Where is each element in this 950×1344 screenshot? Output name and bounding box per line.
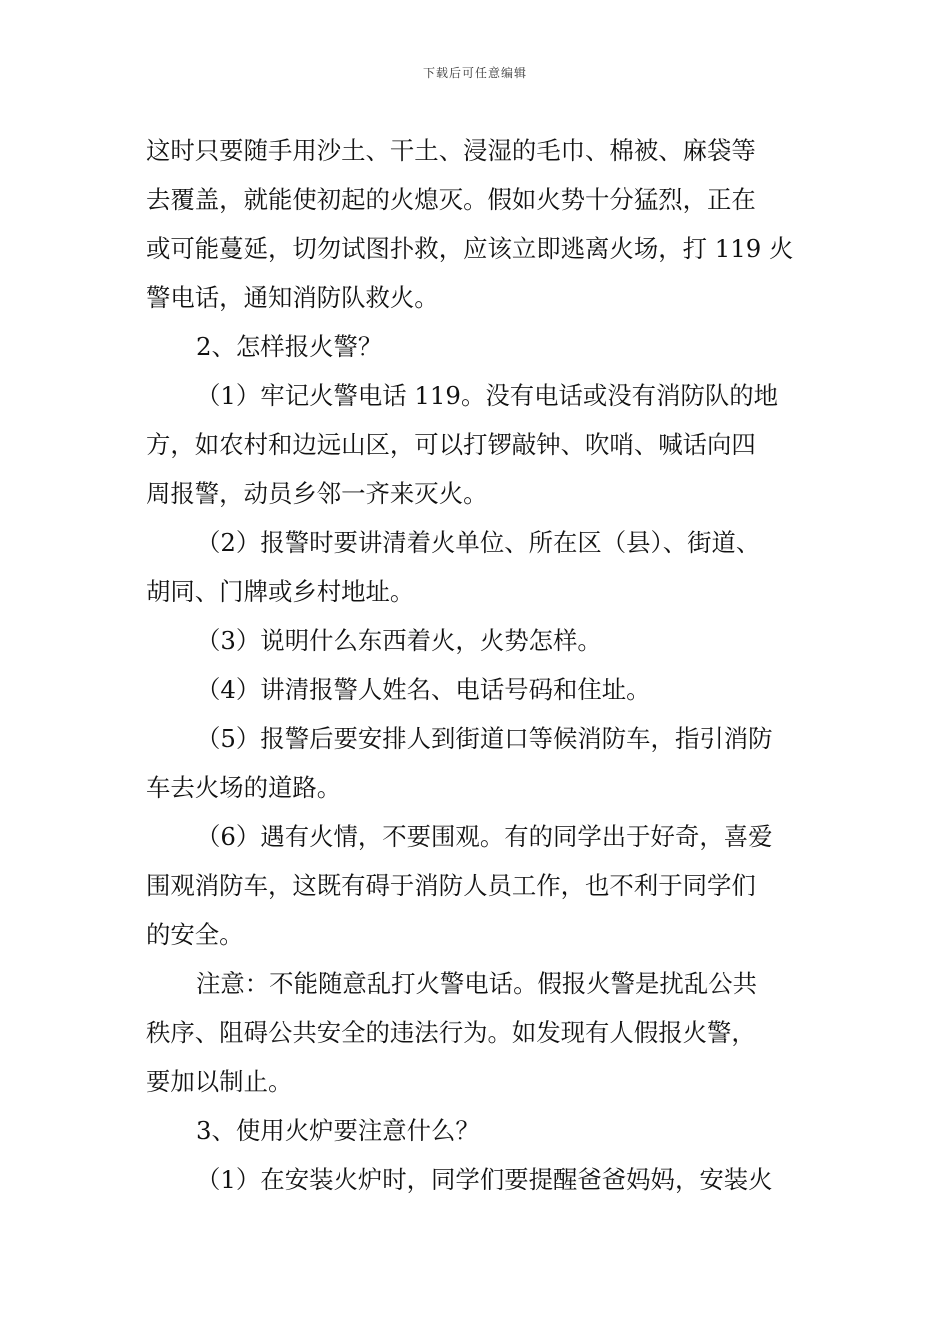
text-line: 围观消防车，这既有碍于消防人员工作，也不利于同学们	[146, 871, 756, 900]
text-line: （3）说明什么东西着火，火势怎样。	[196, 626, 602, 655]
text-line: 警电话，通知消防队救火。	[146, 283, 439, 312]
document-body	[146, 126, 810, 1204]
text-line: 秩序、阻碍公共安全的违法行为。如发现有人假报火警，	[146, 1018, 756, 1047]
text-line: 要加以制止。	[146, 1067, 293, 1096]
text-line: 去覆盖，就能使初起的火熄灭。假如火势十分猛烈，正在	[146, 185, 756, 214]
text-line: （2）报警时要讲清着火单位、所在区（县）、街道、	[196, 528, 761, 557]
text-line: 或可能蔓延，切勿试图扑救，应该立即逃离火场，打 119 火	[146, 234, 794, 263]
text-line: 2、怎样报火警？	[196, 332, 383, 361]
text-line: （1）在安装火炉时，同学们要提醒爸爸妈妈，安装火	[196, 1165, 773, 1194]
text-line: 这时只要随手用沙土、干土、浸湿的毛巾、棉被、麻袋等	[146, 136, 756, 165]
text-line: 注意：不能随意乱打火警电话。假报火警是扰乱公共	[196, 969, 757, 998]
text-line: 3、使用火炉要注意什么？	[196, 1116, 480, 1145]
text-line: （6）遇有火情，不要围观。有的同学出于好奇，喜爱	[196, 822, 773, 851]
text-line: （5）报警后要安排人到街道口等候消防车，指引消防	[196, 724, 773, 753]
text-line: 的安全。	[146, 920, 244, 949]
text-line: 车去火场的道路。	[146, 773, 342, 802]
text-line: 胡同、门牌或乡村地址。	[146, 577, 415, 606]
text-line: 周报警，动员乡邻一齐来灭火。	[146, 479, 488, 508]
text-line: （4）讲清报警人姓名、电话号码和住址。	[196, 675, 651, 704]
page-header: 下载后可任意编辑	[422, 66, 527, 80]
text-line: 方，如农村和边远山区，可以打锣敲钟、吹哨、喊话向四	[146, 430, 756, 459]
text-line: （1）牢记火警电话 119。没有电话或没有消防队的地	[196, 381, 779, 410]
